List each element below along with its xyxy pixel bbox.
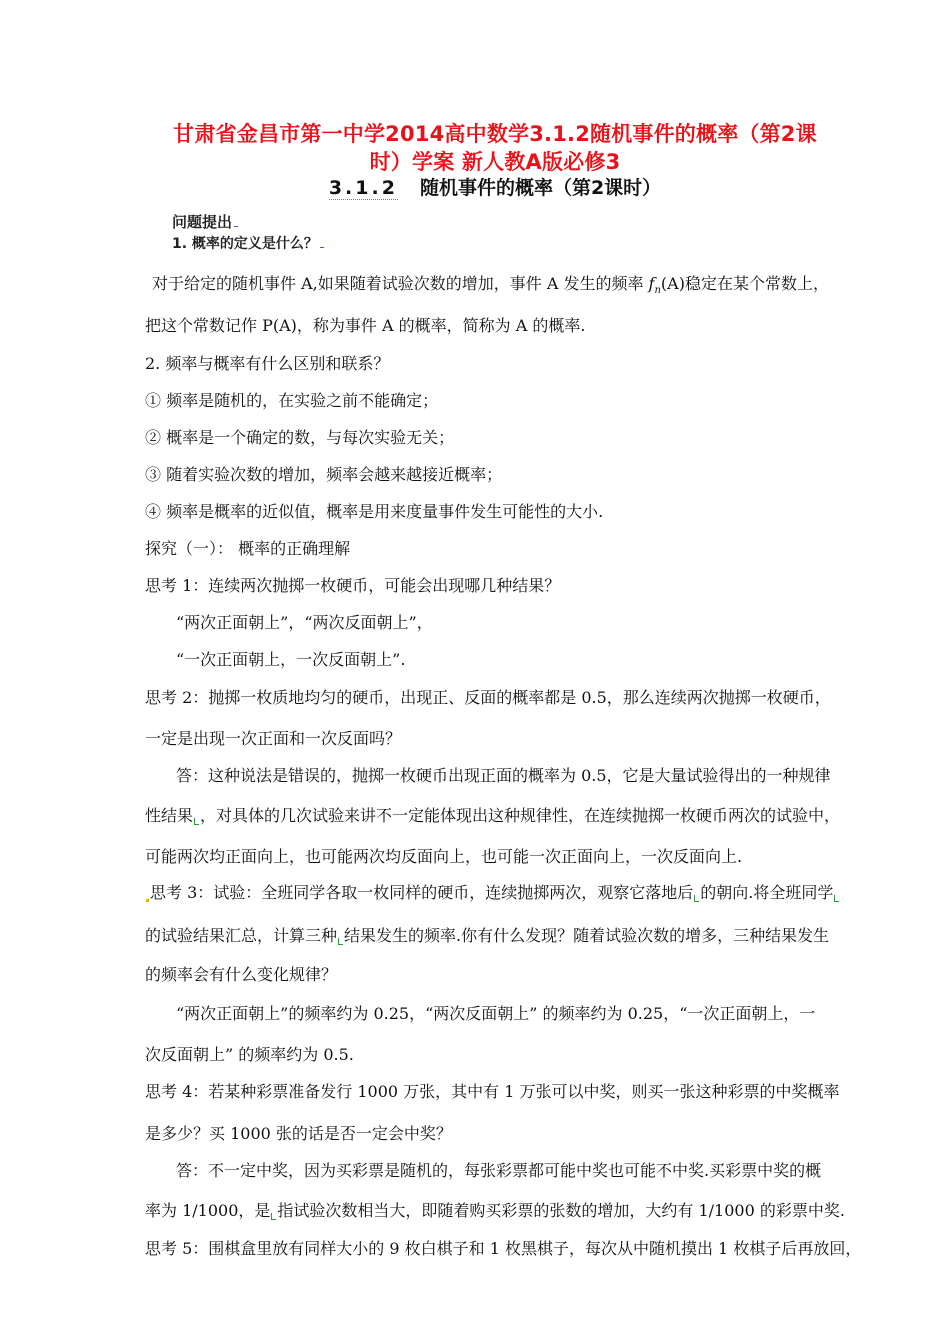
paragraph-line [145,805,875,827]
problem-label-text: 问题提出 [172,213,233,231]
revision-mark [271,1213,276,1220]
paragraph-line: “一次正面朝上，一次反面朝上”. [176,650,406,669]
text-span: (A)稳定在某个常数上， [660,274,829,293]
underline-mark [320,246,324,248]
title-line-2: 时）学案 新人教A版必修3 [369,150,621,174]
revision-mark [338,938,343,945]
document-title [150,120,840,176]
paragraph-line: 思考 2：抛掷一枚质地均匀的硬币，出现正、反面的概率都是 0.5，那么连续两次抛掷一枚硬币， [145,688,831,707]
paragraph-line: 是多少？买 1000 张的话是否一定会中奖？ [145,1124,452,1143]
title-line-1: 甘肃省金昌市第一中学2014高中数学3.1.2随机事件的概率（第2课 [173,122,817,146]
question-1-text: 1. 概率的定义是什么？ [172,236,318,252]
paragraph-line: 次反面朝上” 的频率约为 0.5. [145,1045,354,1064]
text-span: 指试验次数相当大，即随着购买彩票的张数的增加，大约有 1/1000 的彩票中奖. [277,1201,845,1220]
frequency-subscript: n [654,285,661,297]
list-item: ③ 随着实验次数的增加，频率会越来越接近概率； [145,465,503,484]
text-span: 结果发生的频率.你有什么发现？随着试验次数的增多，三种结果发生 [344,926,830,945]
problem-section-label [172,211,238,233]
lesson-subtitle [150,176,840,200]
paragraph-line: 2. 频率与概率有什么区别和联系？ [145,354,390,373]
revision-mark [146,899,149,902]
paragraph-line [152,273,882,302]
text-span: 思考 3：试验：全班同学各取一枚同样的硬币，连续抛掷两次，观察它落地后 [150,883,694,902]
revision-mark [194,818,199,825]
paragraph-line [145,925,875,947]
paragraph-line: 把这个常数记作 P(A)，称为事件 A 的概率，简称为 A 的概率. [145,316,586,335]
paragraph-line: 答：这种说法是错误的，抛掷一枚硬币出现正面的概率为 0.5，它是大量试验得出的一种规律 [176,766,831,785]
text-span: 的朝向.将全班同学 [700,883,834,902]
revision-mark [834,895,839,902]
section-heading: 探究（一）： 概率的正确理解 [145,539,351,558]
lesson-subtitle-text: 随机事件的概率（第2课时） [419,177,662,199]
text-span: 对于给定的随机事件 A,如果随着试验次数的增加，事件 A 发生的频率 [152,274,649,293]
text-span: 的试验结果汇总，计算三种 [145,926,338,945]
paragraph-line: 可能两次均正面向上，也可能两次均反面向上，也可能一次正面向上，一次反面向上. [145,847,743,866]
paragraph-line: 思考 1：连续两次抛掷一枚硬币，可能会出现哪几种结果？ [145,576,561,595]
paragraph-line: 思考 5：围棋盒里放有同样大小的 9 枚白棋子和 1 枚黑棋子，每次从中随机摸出 1 枚棋子后再放回， [145,1239,862,1258]
revision-mark [694,895,699,902]
paragraph-line [145,882,875,904]
frequency-symbol [648,274,661,297]
text-span: ，对具体的几次试验来讲不一定能体现出这种规律性，在连续抛掷一枚硬币两次的试验中， [200,806,841,825]
question-1 [172,233,324,255]
lesson-number: 3.1.2 [328,177,398,199]
list-item: ④ 频率是概率的近似值，概率是用来度量事件发生可能性的大小. [145,502,604,521]
paragraph-line [145,1200,875,1222]
text-span: 性结果 [145,806,194,825]
paragraph-line: “两次正面朝上”，“两次反面朝上”， [176,613,433,632]
text-span: 率为 1/1000，是 [145,1201,271,1220]
list-item: ② 概率是一个确定的数，与每次实验无关； [145,428,455,447]
frequency-f: f [648,274,655,293]
paragraph-line: “两次正面朝上”的频率约为 0.25，“两次反面朝上” 的频率约为 0.25，“一次正面朝上，一 [176,1004,816,1023]
paragraph-line: 答：不一定中奖，因为买彩票是随机的，每张彩票都可能中奖也可能不中奖.买彩票中奖的概 [176,1161,822,1180]
paragraph-line: 思考 4：若某种彩票准备发行 1000 万张，其中有 1 万张可以中奖，则买一张这种彩票的中奖概率 [145,1082,840,1101]
underline-mark [234,225,238,227]
paragraph-line: 一定是出现一次正面和一次反面吗？ [145,729,402,748]
list-item: ① 频率是随机的，在实验之前不能确定； [145,391,439,410]
paragraph-line: 的频率会有什么变化规律？ [145,965,338,984]
